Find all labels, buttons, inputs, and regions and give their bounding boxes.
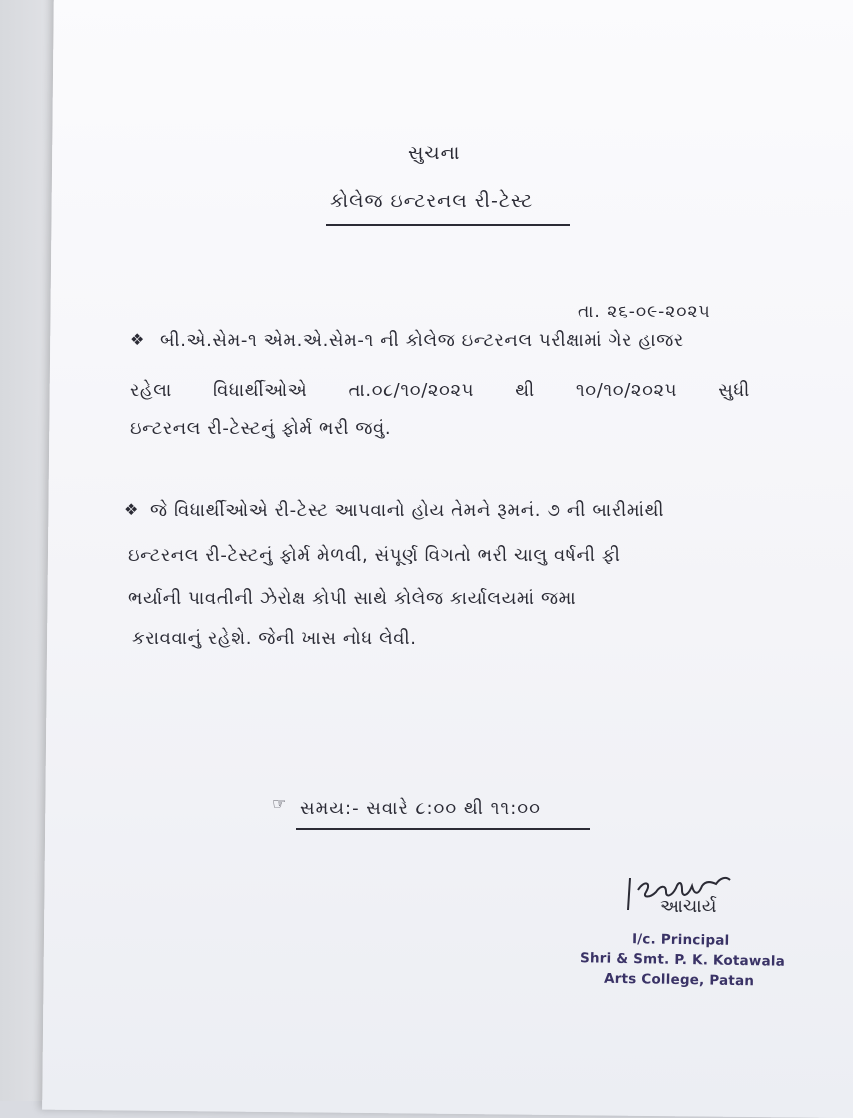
signatory-designation: આચાર્ય bbox=[660, 896, 717, 917]
subtitle-underline bbox=[326, 224, 570, 226]
paragraph2-line3: ભર્યાની પાવતીની ઝેરોક્ષ કોપી સાથે કોલેજ કાર્યાલયમાં જમા bbox=[128, 588, 577, 609]
paragraph2-line2: ઇન્ટરનલ રી-ટેસ્ટનું ફોર્મ મેળવી, સંપૂર્ણ વિગતો ભરી ચાલુ વર્ષની ફી bbox=[128, 545, 621, 566]
stamp-line3: Arts College, Patan bbox=[603, 970, 755, 990]
paragraph1-word: ૧૦/૧૦/૨૦૨૫ bbox=[575, 380, 678, 401]
paragraph1-line3: ઇન્ટરનલ રી-ટેસ્ટનું ફોર્મ ભરી જવું. bbox=[130, 418, 392, 439]
paragraph1-line1: બી.એ.સેમ-૧ એમ.એ.સેમ-૧ ની કોલેજ ઇન્ટરનલ પરીક્ષામાં ગેર હાજર bbox=[160, 330, 684, 351]
diamond-bullet-icon: ❖ bbox=[130, 330, 145, 349]
diamond-bullet-icon: ❖ bbox=[124, 500, 139, 519]
paragraph2-line4: કરાવવાનું રહેશે. જેની ખાસ નોધ લેવી. bbox=[132, 628, 417, 649]
paragraph1-word: રહેલા bbox=[130, 380, 172, 401]
time-underline bbox=[296, 828, 590, 830]
paragraph2-line1: જે વિધાર્થીઓએ રી-ટેસ્ટ આપવાનો હોય તેમને રૂમનં. ૭ ની બારીમાંથી bbox=[150, 500, 665, 521]
paragraph1-word: તા.૦૮/૧૦/૨૦૨૫ bbox=[348, 380, 475, 401]
paragraph1-word: સુધી bbox=[718, 380, 750, 401]
paragraph1-word: વિધાર્થીઓએ bbox=[213, 380, 308, 401]
notice-date: તા. ૨૬-૦૯-૨૦૨૫ bbox=[578, 302, 711, 322]
paragraph1-line2 bbox=[130, 380, 750, 401]
notice-title: સુચના bbox=[408, 142, 461, 164]
pointing-hand-icon: ☞ bbox=[272, 794, 287, 813]
paragraph1-word: થી bbox=[515, 380, 535, 401]
notice-subtitle: કોલેજ ઇન્ટરનલ રી-ટેસ્ટ bbox=[330, 190, 534, 212]
stamp-line2: Shri & Smt. P. K. Kotawala bbox=[579, 950, 786, 970]
stamp-line1: I/c. Principal bbox=[631, 931, 730, 949]
notice-time: સમય:- સવારે ૮:૦૦ થી ૧૧:૦૦ bbox=[300, 798, 541, 819]
